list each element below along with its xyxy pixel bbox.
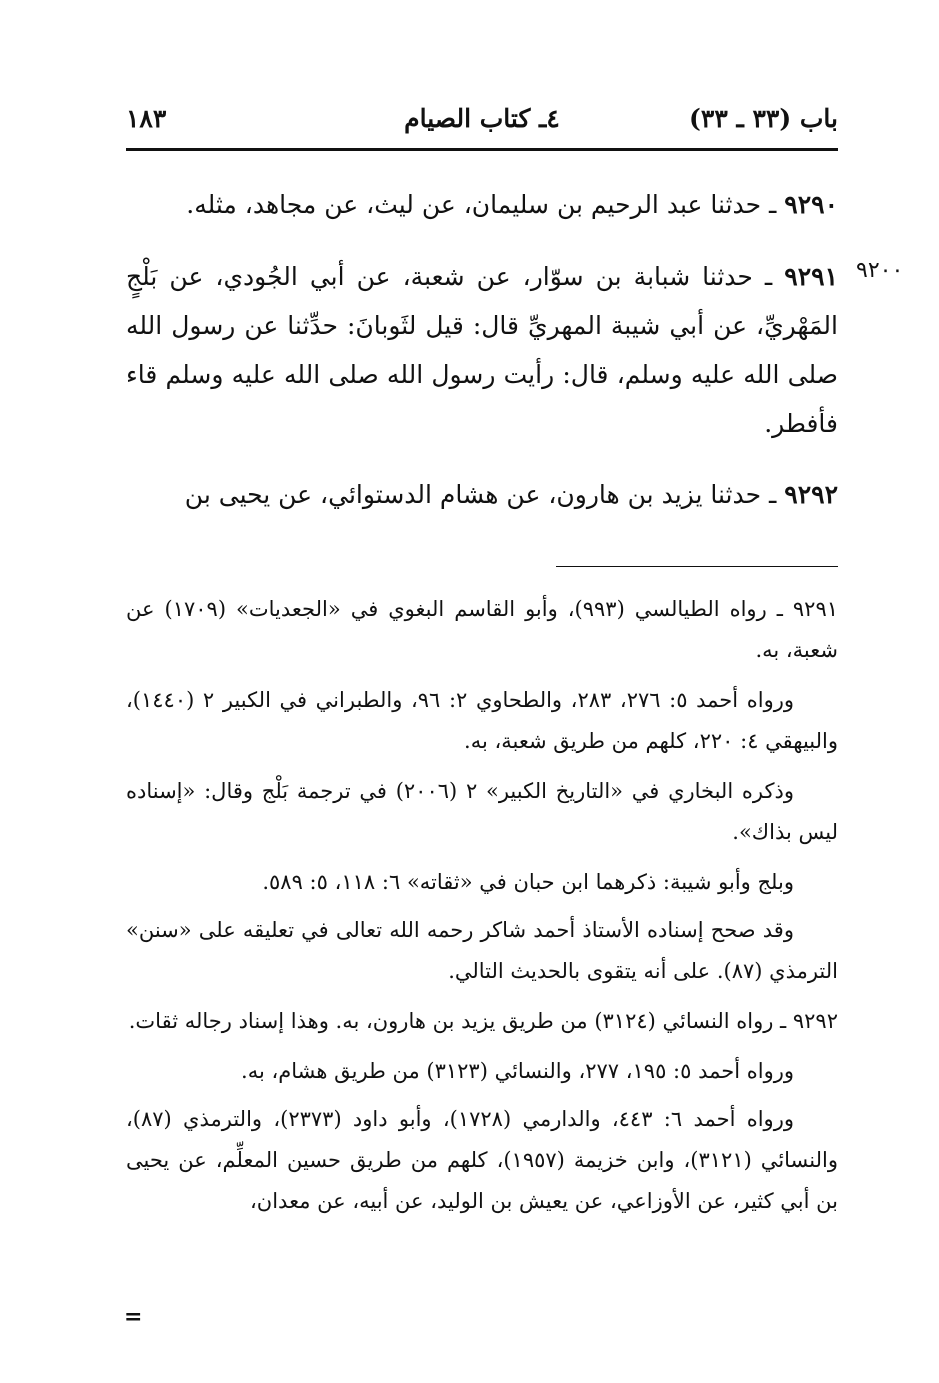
footnote: ورواه أحمد ٦: ٤٤٣، والدارمي (١٧٢٨)، وأبو داود (٢٣٧٣)، والترمذي (٨٧)، والنسائي (٣١٢١)، وابن خزيمة (١٩٥٧)، كلهم من طريق حسين المعلِّم، عن يحيى بن أبي كثير، عن الأوزاعي، عن يعيش بن الوليد، عن أبيه، عن معدان،	[126, 1107, 839, 1213]
footnote: ٩٢٩١ ـ رواه الطيالسي (٩٩٣)، وأبو القاسم البغوي في «الجعديات» (١٧٠٩) عن شعبة، به.	[126, 597, 839, 662]
page-number: ١٨٣	[126, 104, 167, 133]
margin-number: ٩٢٠٠	[856, 258, 904, 283]
footnote-separator	[556, 566, 838, 567]
footnotes	[126, 589, 838, 1231]
hadith-text: ـ حدثنا يزيد بن هارون، عن هشام الدستوائي، عن يحيى بن	[184, 480, 785, 509]
continuation-mark: =	[124, 1304, 143, 1330]
footnote: ورواه أحمد ٥: ١٩٥، ٢٧٧، والنسائي (٣١٢٣) من طريق هشام، به.	[241, 1059, 794, 1083]
footnote: ورواه أحمد ٥: ٢٧٦، ٢٨٣، والطحاوي ٢: ٩٦، والطبراني في الكبير ٢ (١٤٤٠)، والبيهقي ٤: ٢٢٠، كلهم من طريق شعبة، به.	[126, 688, 838, 753]
hadith-number: ٩٢٩١	[784, 262, 838, 291]
footnote: وقد صحح إسناده الأستاذ أحمد شاكر رحمه الله تعالى في تعليقه على «سنن» الترمذي (٨٧). على أنه يتقوى بالحديث التالي.	[126, 918, 838, 983]
footnote: وذكره البخاري في «التاريخ الكبير» ٢ (٢٠٠٦) في ترجمة بَلْج وقال: «إسناده ليس بذاك».	[126, 779, 838, 844]
footnote: ٩٢٩٢ ـ رواه النسائي (٣١٢٤) من طريق يزيد بن هارون، به. وهذا إسناد رجاله ثقات.	[128, 1009, 838, 1033]
main-text	[126, 180, 838, 519]
book-title: ٤ـ كتاب الصيام	[404, 104, 560, 133]
hadith-number: ٩٢٩٠	[784, 190, 838, 219]
hadith-text: ـ حدثنا شبابة بن سوّار، عن شعبة، عن أبي الجُودي، عن بَلْجٍ المَهْريِّ، عن أبي شيبة المهريِّ قال: قيل لثَوبانَ: حدِّثنا عن رسول الله صلى الله عليه وسلم، قال: رأيت رسول الله صلى الله عليه وسلم قاء فأفطر.	[126, 262, 838, 438]
hadith-paragraph	[126, 180, 838, 229]
hadith-text: ـ حدثنا عبد الرحيم بن سليمان، عن ليث، عن مجاهد، مثله.	[186, 190, 785, 219]
hadith-paragraph	[126, 470, 838, 519]
chapter-range: باب (٣٣ ـ ٣٣)	[689, 104, 838, 133]
hadith-number: ٩٢٩٢	[784, 480, 838, 509]
footnote: وبلج وأبو شيبة: ذكرهما ابن حبان في «ثقاته» ٦: ١١٨، ٥: ٥٨٩.	[262, 870, 794, 894]
page-header	[126, 100, 838, 144]
header-rule	[126, 148, 838, 151]
hadith-paragraph	[126, 252, 838, 448]
